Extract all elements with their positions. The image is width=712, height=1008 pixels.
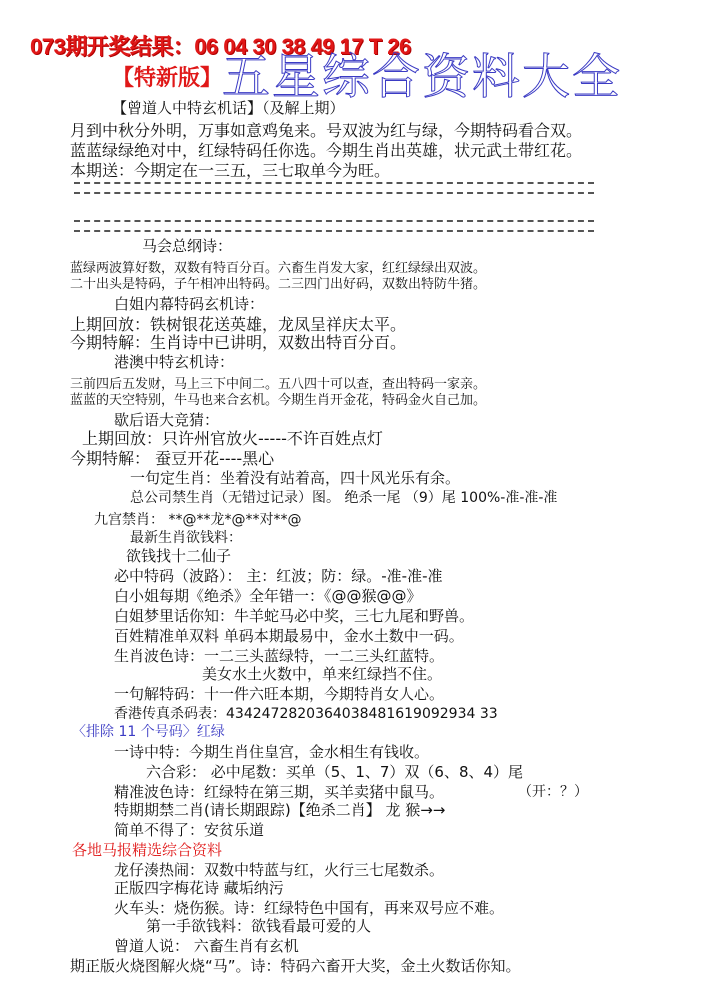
money-clue: 欲钱找十二仙子 [126, 547, 232, 565]
sister-line: 上期回放：铁树银花送英雄，龙凤呈祥庆太平。 [70, 315, 407, 334]
first-hand-clue: 第一手欲钱料：欲钱看最可爱的人 [146, 917, 372, 935]
odd-even-tip: 百姓精准单双料 单码本期最易中，金水土数中一码。 [114, 627, 464, 645]
open-result-placeholder: （开：？） [518, 784, 588, 800]
poem-title: 【曾道人中特玄机话】（及解上期） [112, 99, 345, 117]
wave-color-poem-2: 美女水土火数中，单来红绿挡不住。 [202, 665, 443, 683]
dragon-boy: 龙仔湊热闹：双数中特蓝与红，火行三七尾数杀。 [114, 861, 445, 879]
train-head: 火车头：烧伤猴。诗：红绿特色中国有，再来双号应不难。 [114, 899, 505, 917]
draw-result-banner: 073期开奖结果：06 04 30 38 49 17 T 26 [30, 34, 411, 59]
one-line-code: 一句解特码：十一件六旺本期，今期特肖女人心。 [114, 685, 445, 703]
horse-line: 二十出头是特码，子午相冲出特码。二三四门出好码，双数出特防牛猪。 [70, 277, 487, 292]
riddle-current: 今期特解： 蚕豆开花----黑心 [70, 449, 275, 468]
hkmacau-title: 港澳中特玄机诗： [114, 353, 235, 371]
riddle-replay: 上期回放：只许州官放火-----不许百姓点灯 [82, 429, 383, 448]
must-win-wave: 必中特码（波路）： 主：红波；防：绿。-准-准-准 [114, 567, 443, 585]
one-line-zodiac: 一句定生肖：坐着没有站着高，四十风光乐有余。 [130, 469, 461, 487]
banned-tail: 总公司禁生肖（无错过记录）图。 绝杀一尾 （9）尾 100%-准-准-准 [130, 490, 558, 506]
exclude-numbers: 〈排除 11 个号码〉红绿 [72, 724, 225, 740]
hkmacau-line: 蓝蓝的天空特别，牛马也来合玄机。今期生肖开金花，特码金火自己加。 [70, 393, 487, 408]
sister-title: 白姐内幕特码玄机诗： [114, 295, 265, 313]
divider [74, 182, 594, 194]
edition-label: 【特新版】 [112, 66, 223, 91]
fire-chart: 期正版火烧图解火烧“马”。诗：特码六畜开大奖，金土火数话你知。 [70, 957, 521, 975]
page-title: 五星综合资料大全 [222, 49, 623, 105]
latest-zodiac-title: 最新生肖欲钱料： [130, 530, 242, 546]
horse-line: 蓝绿两波算好数，双数有特百分百。六畜生肖发大家，红红绿绿出双波。 [70, 261, 487, 276]
dream-talk: 白姐梦里话你知：牛羊蛇马必中奖，三七九尾和野兽。 [114, 607, 475, 625]
poem-line: 本期送：今期定在一三五，三七取单今为旺。 [70, 161, 391, 180]
plum-poem: 正版四字梅花诗 藏垢纳污 [114, 879, 284, 897]
divider [74, 220, 594, 232]
poem-line: 月到中秋分外明，万事如意鸡兔来。号双波为红与绿，今期特码看合双。 [70, 121, 583, 140]
ban-two-zodiac: 特期期禁二肖(请长期跟踪)【绝杀二肖】 龙 猴→→ [114, 801, 446, 819]
bai-xiaojie-kill: 白小姐每期《绝杀》全年错一：《@@猴@@》 [114, 587, 422, 605]
horse-title: 马会总纲诗： [142, 237, 233, 255]
mark-six-tail: 六合彩： 必中尾数：买单（5、1、7）双（6、8、4）尾 [146, 763, 524, 781]
zeng-daoren-says: 曾道人说： 六畜生肖有玄机 [114, 937, 299, 955]
sister-line: 今期特解：生肖诗中已讲明，双数出特百分百。 [70, 333, 407, 352]
wave-color-poem: 生肖波色诗：一二三头蓝绿特，一二三头红蓝特。 [114, 647, 445, 665]
nine-palace-ban: 九宫禁肖： **@**龙*@**对**@ [94, 512, 302, 528]
hkmacau-line: 三前四后五发财，马上三下中间二。五八四十可以查，查出特码一家亲。 [70, 377, 487, 392]
section-heading: 各地马报精选综合资料 [72, 841, 223, 859]
poem-line: 蓝蓝绿绿绝对中，红绿特码任你选。今期生肖出英雄，状元武土带红花。 [70, 141, 583, 160]
hk-fax-table: 香港传真杀码表：4342472820364038481619092934 33 [114, 706, 498, 722]
precise-wave-poem: 精准波色诗：红绿特在第三期，买羊卖猪中鼠马。 [114, 783, 445, 801]
simple-idiom: 简单不得了：安贫乐道 [114, 821, 265, 839]
poem-special: 一诗中特：今期生肖住皇宫，金水相生有钱收。 [114, 743, 430, 761]
riddle-title: 歇后语大竞猜： [114, 411, 220, 429]
